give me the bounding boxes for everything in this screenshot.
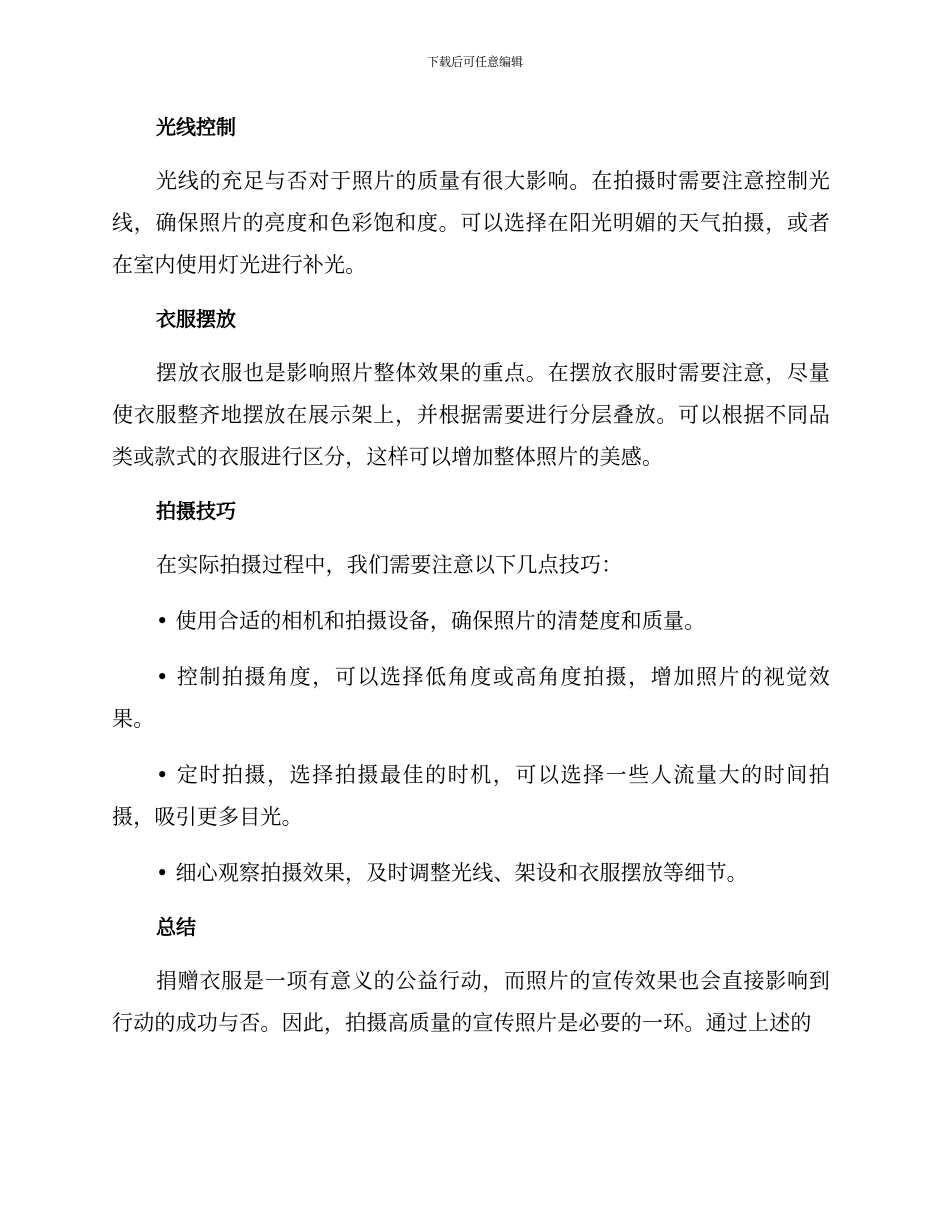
section-heading-shooting-tips: 拍摄技巧 [156, 499, 236, 523]
bullet-item: • 使用合适的相机和拍摄设备，确保照片的清楚度和质量。 [156, 609, 706, 633]
header-note: 下载后可任意编辑 [426, 55, 523, 69]
paragraph: 捐赠衣服是一项有意义的公益行动，而照片的宣传效果也会直接影响到行动的成功与否。因此，拍摄高质量的宣传照片是必要的一环。通过上述的 [112, 969, 830, 1035]
paragraph: 光线的充足与否对于照片的质量有很大影响。在拍摄时需要注意控制光线，确保照片的亮度和色彩饱和度。可以选择在阳光明媚的天气拍摄，或者在室内使用灯光进行补光。 [112, 169, 830, 277]
bullet-item: • 控制拍摄角度，可以选择低角度或高角度拍摄，增加照片的视觉效果。 [112, 665, 830, 731]
paragraph: 摆放衣服也是影响照片整体效果的重点。在摆放衣服时需要注意，尽量使衣服整齐地摆放在展示架上，并根据需要进行分层叠放。可以根据不同品类或款式的衣服进行区分，这样可以增加整体照片的美感。 [112, 361, 830, 469]
section-heading-clothes-arrangement: 衣服摆放 [156, 307, 236, 331]
section-heading-lighting: 光线控制 [156, 115, 236, 139]
paragraph: 在实际拍摄过程中，我们需要注意以下几点技巧： [156, 553, 623, 577]
document-body [112, 108, 830, 1044]
bullet-item: • 细心观察拍摄效果，及时调整光线、架设和衣服摆放等细节。 [156, 861, 748, 885]
section-heading-summary: 总结 [156, 915, 196, 939]
bullet-item: • 定时拍摄，选择拍摄最佳的时机，可以选择一些人流量大的时间拍摄，吸引更多目光。 [112, 763, 830, 829]
